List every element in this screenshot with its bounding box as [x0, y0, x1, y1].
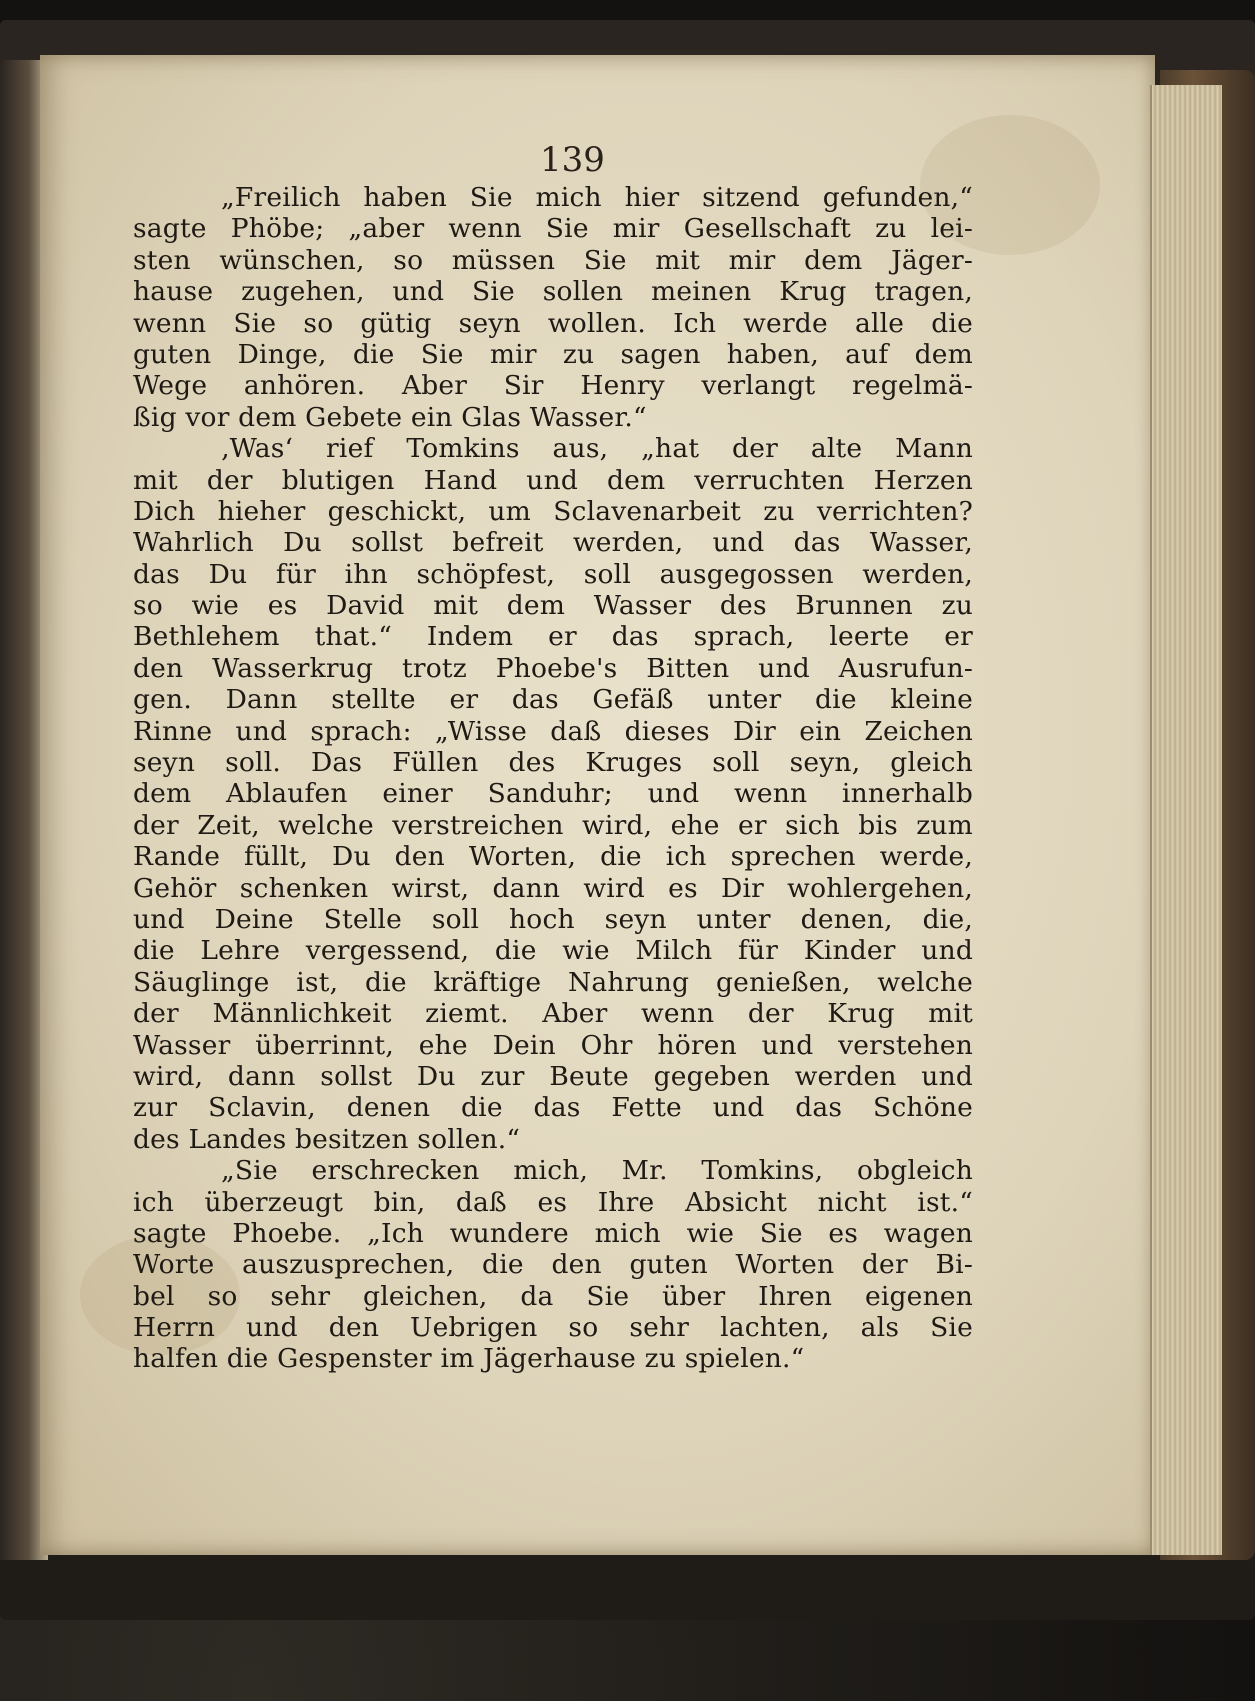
text-line: Rinne und sprach: „Wisse daß dieses Dir ein Zeichen	[133, 715, 973, 747]
text-line: der Zeit, welche verstreichen wird, ehe er sich bis zum	[133, 809, 973, 841]
text-line: ßig vor dem Gebete ein Glas Wasser.“	[133, 401, 647, 433]
text-line: Herrn und den Uebrigen so sehr lachten, als Sie	[133, 1312, 973, 1344]
text-line: Bethlehem that.“ Indem er das sprach, leerte er	[133, 621, 973, 653]
text-line: hause zugehen, und Sie sollen meinen Krug tragen,	[133, 276, 973, 308]
text-line: zur Sclavin, denen die das Fette und das Schöne	[133, 1092, 973, 1124]
text-line: sagte Phoebe. „Ich wundere mich wie Sie es wagen	[133, 1217, 973, 1249]
text-line: seyn soll. Das Füllen des Kruges soll seyn, gleich	[133, 747, 973, 779]
page-fore-edge	[1150, 85, 1222, 1555]
text-line: der Männlichkeit ziemt. Aber wenn der Krug mit	[133, 998, 973, 1030]
text-line: Wahrlich Du sollst befreit werden, und das Wasser,	[133, 527, 973, 559]
text-line: wird, dann sollst Du zur Beute gegeben werden und	[133, 1060, 973, 1092]
text-line: bel so sehr gleichen, da Sie über Ihren eigenen	[133, 1280, 973, 1312]
text-line: dem Ablaufen einer Sanduhr; und wenn innerhalb	[133, 778, 973, 810]
text-line: „Sie erschrecken mich, Mr. Tomkins, obgleich	[221, 1155, 973, 1187]
body-text	[133, 182, 973, 1375]
text-line: „Freilich haben Sie mich hier sitzend gefunden,“	[221, 182, 973, 213]
text-line: Dich hieher geschickt, um Sclavenarbeit zu verrichten?	[133, 495, 973, 527]
text-line: ich überzeugt bin, daß es Ihre Absicht nicht ist.“	[133, 1186, 973, 1218]
text-line: mit der blutigen Hand und dem verruchten Herzen	[133, 464, 973, 496]
text-line: Wege anhören. Aber Sir Henry verlangt regelmä-	[133, 370, 973, 402]
text-line: wenn Sie so gütig seyn wollen. Ich werde alle die	[133, 307, 973, 339]
text-line: sten wünschen, so müssen Sie mit mir dem Jäger-	[133, 244, 973, 276]
text-line: halfen die Gespenster im Jägerhause zu spielen.“	[133, 1343, 805, 1375]
text-line: sagte Phöbe; „aber wenn Sie mir Gesellschaft zu lei-	[133, 213, 973, 245]
text-line: den Wasserkrug trotz Phoebe's Bitten und Ausrufun-	[133, 652, 973, 684]
text-line: Wasser überrinnt, ehe Dein Ohr hören und verstehen	[133, 1029, 973, 1061]
text-line: Rande füllt, Du den Worten, die ich sprechen werde,	[133, 841, 973, 873]
text-line: so wie es David mit dem Wasser des Brunnen zu	[133, 590, 973, 622]
text-line: das Du für ihn schöpfest, soll ausgegossen werden,	[133, 558, 973, 590]
text-line: gen. Dann stellte er das Gefäß unter die kleine	[133, 684, 973, 716]
text-line: und Deine Stelle soll hoch seyn unter denen, die,	[133, 903, 973, 935]
text-line: Säuglinge ist, die kräftige Nahrung genießen, welche	[133, 966, 973, 998]
text-line: guten Dinge, die Sie mir zu sagen haben, auf dem	[133, 338, 973, 370]
text-line: Worte auszusprechen, die den guten Worten der Bi-	[133, 1249, 973, 1281]
text-line: die Lehre vergessend, die wie Milch für Kinder und	[133, 935, 973, 967]
text-line: des Landes besitzen sollen.“	[133, 1123, 521, 1155]
page-number: 139	[540, 140, 605, 180]
text-line: Gehör schenken wirst, dann wird es Dir wohlergehen,	[133, 872, 973, 904]
text-line: ‚Was‘ rief Tomkins aus, „hat der alte Mann	[221, 433, 973, 465]
